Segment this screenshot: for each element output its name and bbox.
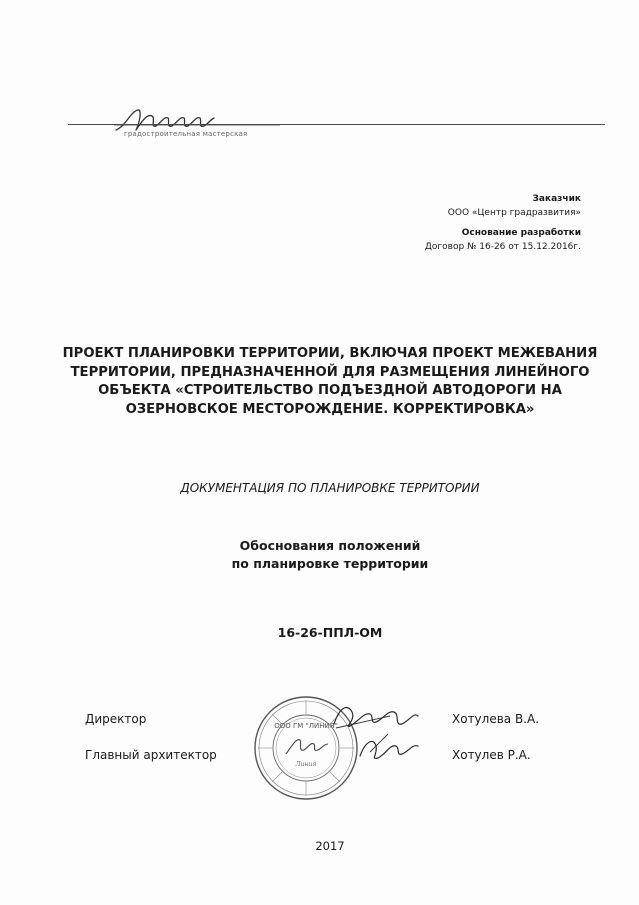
title-line: ПРОЕКТ ПЛАНИРОВКИ ТЕРРИТОРИИ, ВКЛЮЧАЯ ПРОЕКТ МЕЖЕВАНИЯ [62,346,598,361]
title-line: ТЕРРИТОРИИ, ПРЕДНАЗНАЧЕННОЙ ДЛЯ РАЗМЕЩЕНИЯ ЛИНЕЙНОГО [70,364,590,380]
director-role: Директор [85,712,147,726]
document-code: 16-26-ППЛ-ОМ [277,625,383,640]
architect-name: Хотулев Р.А. [452,748,531,762]
title-line: ОБЪЕКТА «СТРОИТЕЛЬСТВО ПОДЪЕЗДНОЙ АВТОДОРОГИ НА [98,383,562,398]
basis-label: Основание разработки [461,228,581,238]
document-subtitle [60,537,600,573]
seal-inner-text: Линия [295,761,317,768]
customer-label: Заказчик [532,194,581,204]
project-title [60,345,600,419]
subtitle-line: по планировке территории [231,556,429,571]
architect-role: Главный архитектор [85,748,217,762]
client-info [425,192,581,254]
document-type: ДОКУМЕНТАЦИЯ ПО ПЛАНИРОВКЕ ТЕРРИТОРИИ [180,481,480,495]
header-rule [68,124,605,125]
customer-value: ООО «Центр градразвития» [447,208,581,218]
basis-value: Договор № 16-26 от 15.12.2016г. [424,242,581,252]
title-line: ОЗЕРНОВСКОЕ МЕСТОРОЖДЕНИЕ. КОРРЕКТИРОВКА» [125,401,535,417]
subtitle-line: Обоснования положений [239,538,421,553]
logo-subtitle: градостроительная мастерская [124,130,248,138]
director-name: Хотулева В.А. [452,712,540,726]
seal-center-text: ООО ГМ "ЛИНИЯ" [274,722,338,730]
signature-marks [330,694,450,784]
document-year: 2017 [315,839,345,853]
